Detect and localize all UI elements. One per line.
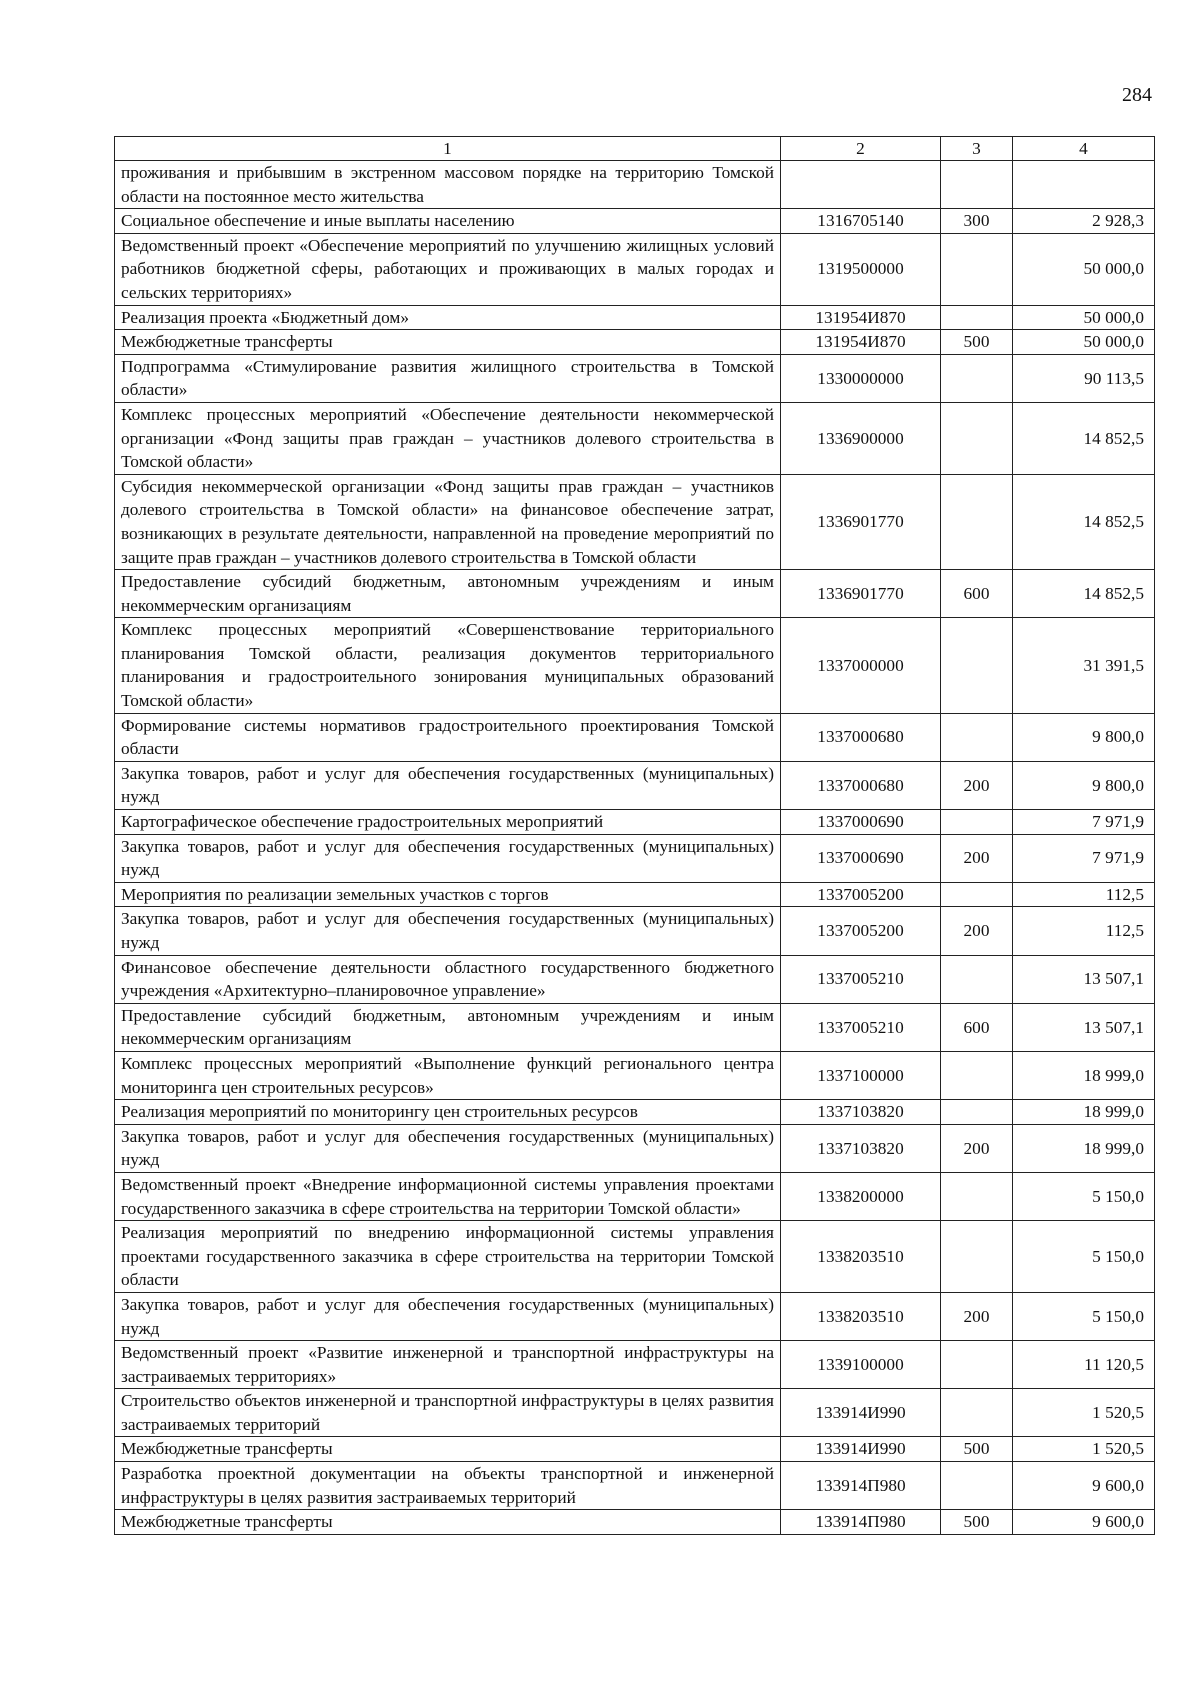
header-col-3: 3: [941, 137, 1013, 161]
row-code: 1337000690: [781, 834, 941, 882]
row-amount: 11 120,5: [1013, 1341, 1155, 1389]
row-amount: 2 928,3: [1013, 209, 1155, 234]
table-row: [115, 233, 1155, 305]
row-name: Строительство объектов инженерной и транспортной инфраструктуры в целях развития застраиваемых территорий: [115, 1389, 781, 1437]
table-row: [115, 305, 1155, 330]
row-name: Закупка товаров, работ и услуг для обеспечения государственных (муниципальных) нужд: [115, 1124, 781, 1172]
row-code: 1337000690: [781, 810, 941, 835]
table-row: [115, 1462, 1155, 1510]
row-expense-type: [941, 354, 1013, 402]
table-row: [115, 1124, 1155, 1172]
row-amount: 5 150,0: [1013, 1172, 1155, 1220]
header-row: [115, 137, 1155, 161]
table-row: [115, 161, 1155, 209]
row-expense-type: 200: [941, 761, 1013, 809]
header-col-4: 4: [1013, 137, 1155, 161]
row-expense-type: 500: [941, 330, 1013, 355]
table-row: [115, 1003, 1155, 1051]
table-row: [115, 570, 1155, 618]
table-row: [115, 474, 1155, 569]
row-name: Разработка проектной документации на объекты транспортной и инженерной инфраструктуры в целях развития застраиваемых территорий: [115, 1462, 781, 1510]
row-code: 133914И990: [781, 1389, 941, 1437]
row-name: Предоставление субсидий бюджетным, автономным учреждениям и иным некоммерческим организациям: [115, 1003, 781, 1051]
table-row: [115, 713, 1155, 761]
row-expense-type: [941, 1462, 1013, 1510]
row-code: 1336900000: [781, 402, 941, 474]
row-code: 1336901770: [781, 570, 941, 618]
table-body: [115, 161, 1155, 1535]
row-expense-type: 500: [941, 1510, 1013, 1535]
table-row: [115, 907, 1155, 955]
row-code: 133914И990: [781, 1437, 941, 1462]
row-code: 1337000680: [781, 713, 941, 761]
row-expense-type: [941, 233, 1013, 305]
row-amount: 18 999,0: [1013, 1124, 1155, 1172]
row-expense-type: 200: [941, 907, 1013, 955]
table-row: [115, 402, 1155, 474]
row-amount: 50 000,0: [1013, 233, 1155, 305]
row-expense-type: [941, 1051, 1013, 1099]
table-row: [115, 810, 1155, 835]
table-row: [115, 1510, 1155, 1535]
row-amount: 90 113,5: [1013, 354, 1155, 402]
row-amount: 13 507,1: [1013, 1003, 1155, 1051]
row-amount: 7 971,9: [1013, 810, 1155, 835]
row-code: 1337000680: [781, 761, 941, 809]
row-expense-type: [941, 955, 1013, 1003]
row-name: Комплекс процессных мероприятий «Совершенствование территориального планирования Томской области, реализация документов территориального планирования и градостроительного зонирования муниципальных образований Томской области»: [115, 618, 781, 713]
row-name: Закупка товаров, работ и услуг для обеспечения государственных (муниципальных) нужд: [115, 907, 781, 955]
row-name: Ведомственный проект «Обеспечение мероприятий по улучшению жилищных условий работников бюджетной сферы, работающих и проживающих в малых городах и сельских территориях»: [115, 233, 781, 305]
row-code: 133914П980: [781, 1462, 941, 1510]
row-code: 133914П980: [781, 1510, 941, 1535]
row-amount: 9 800,0: [1013, 713, 1155, 761]
row-amount: 14 852,5: [1013, 570, 1155, 618]
row-code: 1316705140: [781, 209, 941, 234]
row-amount: [1013, 161, 1155, 209]
row-expense-type: 600: [941, 570, 1013, 618]
row-expense-type: [941, 713, 1013, 761]
table-row: [115, 1051, 1155, 1099]
row-expense-type: 200: [941, 834, 1013, 882]
row-amount: 50 000,0: [1013, 305, 1155, 330]
table-row: [115, 1341, 1155, 1389]
row-amount: 14 852,5: [1013, 402, 1155, 474]
row-code: 1338203510: [781, 1292, 941, 1340]
row-expense-type: 200: [941, 1124, 1013, 1172]
row-amount: 31 391,5: [1013, 618, 1155, 713]
row-code: 1337005210: [781, 1003, 941, 1051]
row-name: Закупка товаров, работ и услуг для обеспечения государственных (муниципальных) нужд: [115, 1292, 781, 1340]
page-number: 284: [1122, 84, 1152, 106]
row-name: Субсидия некоммерческой организации «Фонд защиты прав граждан – участников долевого строительства в Томской области» на финансовое обеспечение затрат, возникающих в результате деятельности, направленной на проведение мероприятий по защите прав граждан – участников долевого строительства в Томской области: [115, 474, 781, 569]
table-row: [115, 882, 1155, 907]
row-code: 1337103820: [781, 1100, 941, 1125]
row-amount: 18 999,0: [1013, 1051, 1155, 1099]
row-name: Ведомственный проект «Развитие инженерной и транспортной инфраструктуры на застраиваемых территориях»: [115, 1341, 781, 1389]
row-code: 1338200000: [781, 1172, 941, 1220]
row-expense-type: 500: [941, 1437, 1013, 1462]
table-row: [115, 1292, 1155, 1340]
header-col-1: 1: [115, 137, 781, 161]
row-name: проживания и прибывшим в экстренном массовом порядке на территорию Томской области на постоянное место жительства: [115, 161, 781, 209]
row-expense-type: 600: [941, 1003, 1013, 1051]
row-amount: 13 507,1: [1013, 955, 1155, 1003]
row-amount: 50 000,0: [1013, 330, 1155, 355]
table-row: [115, 1221, 1155, 1293]
row-name: Предоставление субсидий бюджетным, автономным учреждениям и иным некоммерческим организациям: [115, 570, 781, 618]
row-expense-type: 200: [941, 1292, 1013, 1340]
row-name: Межбюджетные трансферты: [115, 330, 781, 355]
table-row: [115, 1172, 1155, 1220]
row-code: 1319500000: [781, 233, 941, 305]
row-code: 1337005200: [781, 907, 941, 955]
row-name: Комплекс процессных мероприятий «Выполнение функций регионального центра мониторинга цен строительных ресурсов»: [115, 1051, 781, 1099]
row-code: 1337100000: [781, 1051, 941, 1099]
table-row: [115, 955, 1155, 1003]
row-name: Формирование системы нормативов градостроительного проектирования Томской области: [115, 713, 781, 761]
row-code: 1338203510: [781, 1221, 941, 1293]
row-code: 1339100000: [781, 1341, 941, 1389]
row-amount: 9 600,0: [1013, 1510, 1155, 1535]
row-expense-type: [941, 1100, 1013, 1125]
row-name: Реализация проекта «Бюджетный дом»: [115, 305, 781, 330]
row-name: Закупка товаров, работ и услуг для обеспечения государственных (муниципальных) нужд: [115, 834, 781, 882]
row-code: 1337005210: [781, 955, 941, 1003]
row-expense-type: [941, 618, 1013, 713]
table-row: [115, 834, 1155, 882]
table-row: [115, 1100, 1155, 1125]
row-code: [781, 161, 941, 209]
budget-table: [114, 136, 1155, 1535]
table-row: [115, 1389, 1155, 1437]
row-name: Подпрограмма «Стимулирование развития жилищного строительства в Томской области»: [115, 354, 781, 402]
row-code: 131954И870: [781, 330, 941, 355]
row-code: 1337005200: [781, 882, 941, 907]
row-amount: 5 150,0: [1013, 1292, 1155, 1340]
row-code: 1330000000: [781, 354, 941, 402]
table-row: [115, 354, 1155, 402]
table-row: [115, 209, 1155, 234]
row-amount: 9 600,0: [1013, 1462, 1155, 1510]
table-row: [115, 1437, 1155, 1462]
row-expense-type: [941, 402, 1013, 474]
row-expense-type: [941, 305, 1013, 330]
header-col-2: 2: [781, 137, 941, 161]
row-amount: 112,5: [1013, 882, 1155, 907]
row-name: Социальное обеспечение и иные выплаты населению: [115, 209, 781, 234]
row-amount: 9 800,0: [1013, 761, 1155, 809]
row-name: Межбюджетные трансферты: [115, 1437, 781, 1462]
row-name: Ведомственный проект «Внедрение информационной системы управления проектами государственного заказчика в сфере строительства на территории Томской области»: [115, 1172, 781, 1220]
row-name: Реализация мероприятий по мониторингу цен строительных ресурсов: [115, 1100, 781, 1125]
table-row: [115, 330, 1155, 355]
row-amount: 5 150,0: [1013, 1221, 1155, 1293]
row-amount: 112,5: [1013, 907, 1155, 955]
row-amount: 7 971,9: [1013, 834, 1155, 882]
row-name: Картографическое обеспечение градостроительных мероприятий: [115, 810, 781, 835]
row-expense-type: [941, 1221, 1013, 1293]
row-amount: 18 999,0: [1013, 1100, 1155, 1125]
row-code: 1336901770: [781, 474, 941, 569]
row-expense-type: [941, 810, 1013, 835]
row-expense-type: [941, 882, 1013, 907]
row-name: Мероприятия по реализации земельных участков с торгов: [115, 882, 781, 907]
row-name: Финансовое обеспечение деятельности областного государственного бюджетного учреждения «Архитектурно–планировочное управление»: [115, 955, 781, 1003]
row-expense-type: [941, 1172, 1013, 1220]
row-name: Комплекс процессных мероприятий «Обеспечение деятельности некоммерческой организации «Фонд защиты прав граждан – участников долевого строительства в Томской области»: [115, 402, 781, 474]
row-expense-type: [941, 1341, 1013, 1389]
row-code: 1337000000: [781, 618, 941, 713]
row-name: Реализация мероприятий по внедрению информационной системы управления проектами государственного заказчика в сфере строительства на территории Томской области: [115, 1221, 781, 1293]
table-row: [115, 761, 1155, 809]
row-expense-type: 300: [941, 209, 1013, 234]
row-amount: 1 520,5: [1013, 1389, 1155, 1437]
row-name: Закупка товаров, работ и услуг для обеспечения государственных (муниципальных) нужд: [115, 761, 781, 809]
row-code: 1337103820: [781, 1124, 941, 1172]
table-row: [115, 618, 1155, 713]
row-name: Межбюджетные трансферты: [115, 1510, 781, 1535]
row-expense-type: [941, 1389, 1013, 1437]
row-amount: 14 852,5: [1013, 474, 1155, 569]
row-code: 131954И870: [781, 305, 941, 330]
row-amount: 1 520,5: [1013, 1437, 1155, 1462]
row-expense-type: [941, 161, 1013, 209]
row-expense-type: [941, 474, 1013, 569]
